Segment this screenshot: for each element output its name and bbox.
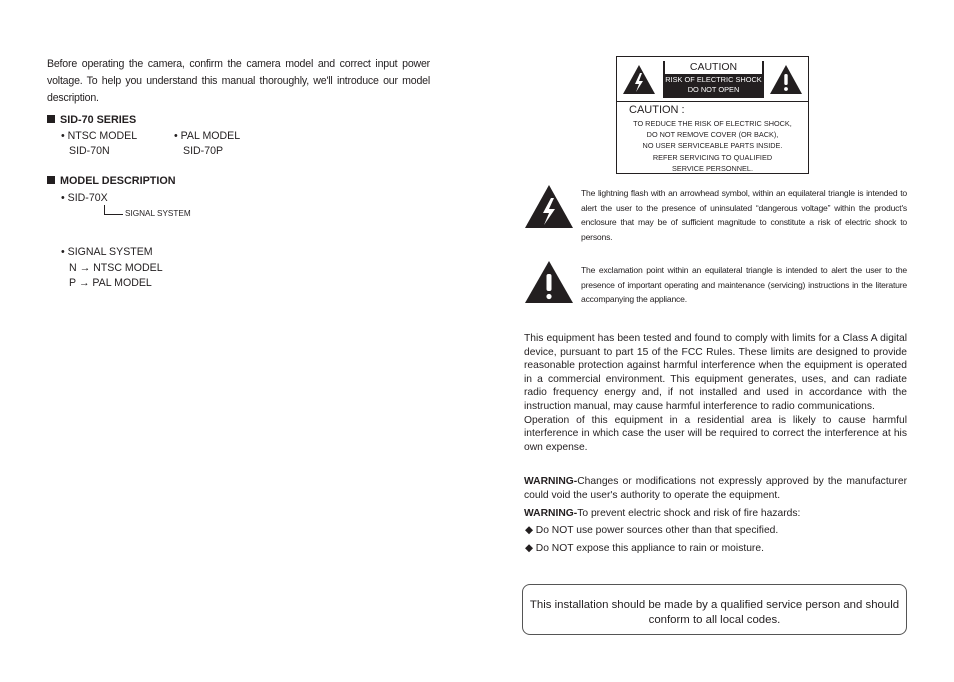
divider	[617, 101, 808, 102]
pal-model: SID-70P	[183, 145, 224, 157]
caution-label-box	[616, 56, 809, 174]
model-heading	[47, 175, 176, 187]
ntsc-model: SID-70N	[69, 145, 110, 157]
signal-system-note: SIGNAL SYSTEM	[125, 209, 191, 218]
fcc-paragraph: Operation of this equipment in a residential area is likely to cause harmful interference in which case the user will be required to correct the interference at his own expense.	[524, 414, 907, 453]
caution-line: DO NOT REMOVE COVER (OR BACK),	[646, 130, 779, 140]
warning-shock	[524, 507, 907, 521]
lightning-triangle-icon	[622, 64, 656, 95]
lightning-triangle-icon	[524, 184, 574, 229]
bracket-line	[104, 205, 123, 215]
series-heading-text: SID-70 SERIES	[60, 114, 137, 126]
caution-heading: CAUTION :	[629, 104, 685, 116]
exclamation-triangle-icon	[524, 260, 574, 304]
caution-lines	[617, 118, 808, 174]
square-bullet-icon	[47, 176, 55, 184]
do-not-open-text: DO NOT OPEN	[687, 85, 740, 94]
model-heading-text: MODEL DESCRIPTION	[60, 175, 176, 187]
signal-p: P → PAL MODEL	[69, 277, 152, 289]
fcc-statement	[524, 332, 907, 454]
warning-text: Changes or modifications not expressly approved by the manufacturer could void the user's authority to operate the equipment.	[524, 476, 907, 501]
exclamation-triangle-icon	[769, 64, 803, 95]
warning-text: To prevent electric shock and risk of fire hazards:	[577, 508, 801, 519]
fcc-paragraph: This equipment has been tested and found to comply with limits for a Class A digital device, pursuant to part 15 of the FCC Rules. These limits are designed to provide reasonable protection against harmful interference when the equipment is operated in a commercial environment. This equipment generates, uses, and can radiate radio frequency energy and, if not installed and used in accordance with the instruction manual, may cause harmful interference to radio communications.	[524, 333, 907, 412]
exclamation-explanation: The exclamation point within an equilateral triangle is intended to alert the user to the presence of important operating and maintenance (servicing) instructions in the literature accompanying the appliance.	[581, 265, 907, 305]
pal-label: • PAL MODEL	[174, 130, 241, 142]
lightning-explanation: The lightning flash with an arrowhead symbol, within an equilateral triangle is intended to alert the user to the presence of uninsulated “dangerous voltage” within the product's enclosure that may be of sufficient magnitude to constitute a risk of electric shock to persons.	[581, 188, 907, 242]
caution-line: NO USER SERVICEABLE PARTS INSIDE.	[642, 141, 783, 151]
series-heading	[47, 114, 136, 126]
installation-note-box	[522, 584, 907, 635]
square-bullet-icon	[47, 115, 55, 123]
intro-paragraph: Before operating the camera, confirm the camera model and correct input power voltage. To help you understand this manual thoroughly, we'll introduce our model description.	[47, 58, 430, 104]
model-code: • SID-70X	[61, 192, 108, 204]
caution-title: CAUTION	[665, 61, 762, 74]
warning-bullet: ◆ Do NOT expose this appliance to rain or moisture.	[525, 543, 764, 554]
caution-line: REFER SERVICING TO QUALIFIED	[652, 152, 773, 162]
warning-modifications	[524, 475, 907, 502]
caution-line: TO REDUCE THE RISK OF ELECTRIC SHOCK,	[633, 119, 792, 128]
warning-label: WARNING-	[524, 476, 578, 487]
signal-n: N → NTSC MODEL	[69, 262, 163, 274]
ntsc-label: • NTSC MODEL	[61, 130, 138, 142]
installation-note: This installation should be made by a qualified service person and should conform to all local codes.	[529, 599, 900, 626]
warning-bullet: ◆ Do NOT use power sources other than that specified.	[525, 525, 779, 536]
warning-label: WARNING-	[524, 508, 578, 519]
risk-text: RISK OF ELECTRIC SHOCK	[665, 75, 762, 84]
signal-system-heading: • SIGNAL SYSTEM	[61, 246, 153, 258]
caution-line: SERVICE PERSONNEL.	[672, 163, 753, 173]
